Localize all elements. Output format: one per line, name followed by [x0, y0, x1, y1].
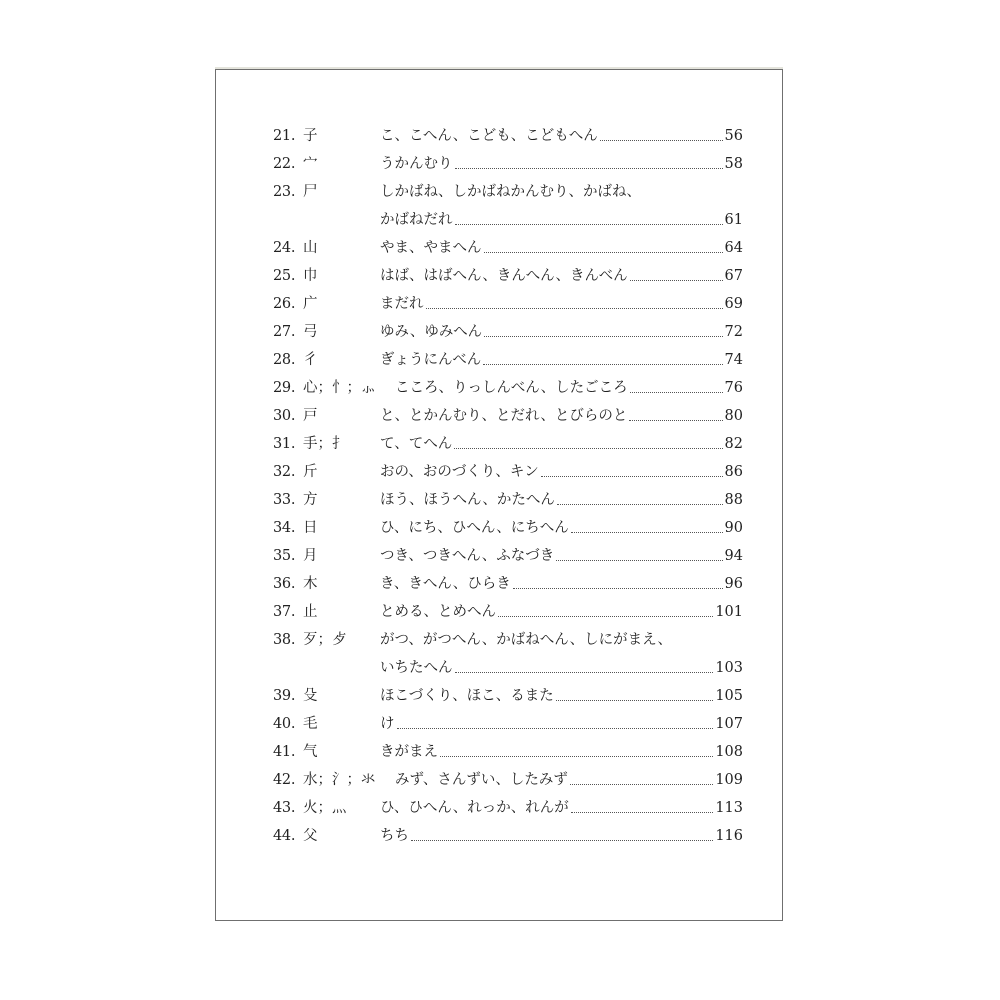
entry-page-number: 90 — [724, 520, 743, 536]
dot-leader — [629, 419, 722, 421]
entry-text — [380, 794, 743, 822]
toc-entry[interactable] — [273, 178, 743, 206]
dot-leader — [498, 615, 713, 617]
toc-entry[interactable] — [273, 318, 743, 346]
dot-leader — [411, 839, 713, 841]
entry-number: 28. — [273, 352, 296, 368]
entry-text — [380, 682, 743, 710]
dot-leader — [571, 811, 714, 813]
entry-title: ひ、ひへん、れっか、れんが — [380, 800, 569, 816]
entry-text — [380, 430, 743, 458]
entry-page-number: 72 — [724, 324, 743, 340]
entry-radical: 彳 — [303, 352, 318, 368]
dot-leader — [484, 335, 722, 337]
entry-text — [380, 486, 743, 514]
entry-radical: 戸 — [303, 408, 318, 424]
entry-radical: 手；扌 — [303, 436, 347, 452]
toc-entry[interactable] — [273, 626, 743, 654]
entry-title: つき、つきへん、ふなづき — [380, 548, 555, 564]
entry-radical: 心；忄；⺗ — [303, 380, 376, 396]
toc-entry[interactable] — [273, 234, 743, 262]
entry-title: ちち — [380, 828, 409, 844]
entry-page-number: 113 — [715, 800, 743, 816]
dot-leader — [541, 475, 723, 477]
entry-number: 40. — [273, 716, 296, 732]
entry-text — [380, 822, 743, 850]
entry-title: ゆみ、ゆみへん — [380, 324, 483, 340]
entry-number: 33. — [273, 492, 296, 508]
entry-number: 38. — [273, 632, 296, 648]
entry-number: 35. — [273, 548, 296, 564]
dot-leader — [630, 279, 723, 281]
entry-title: て、てへん — [380, 436, 453, 452]
entry-title: いちたへん — [380, 660, 453, 676]
toc-entry[interactable] — [273, 682, 743, 710]
entry-number: 34. — [273, 520, 296, 536]
dot-leader — [600, 139, 723, 141]
entry-title: きがまえ — [380, 744, 438, 760]
entry-title: こ、こへん、こども、こどもへん — [380, 128, 598, 144]
entry-text — [380, 598, 743, 626]
document-page — [215, 69, 783, 921]
entry-text — [380, 514, 743, 542]
entry-number: 32. — [273, 464, 296, 480]
entry-page-number: 74 — [724, 352, 743, 368]
entry-radical: 方 — [303, 492, 318, 508]
dot-leader — [455, 167, 723, 169]
entry-text — [380, 234, 743, 262]
entry-page-number: 103 — [715, 660, 743, 676]
entry-title: ぎょうにんべん — [380, 352, 482, 368]
dot-leader — [483, 363, 722, 365]
entry-title: みず、さんずい、したみず — [395, 772, 568, 788]
entry-radical: 水；氵；氺 — [303, 772, 376, 788]
entry-radical: 歹；歺 — [303, 632, 347, 648]
entry-title: はば、はばへん、きんへん、きんべん — [380, 268, 628, 284]
entry-number: 26. — [273, 296, 296, 312]
entry-text — [380, 542, 743, 570]
entry-title: かばねだれ — [380, 212, 453, 228]
entry-title: ほう、ほうへん、かたへん — [380, 492, 555, 508]
entry-text — [380, 346, 743, 374]
entry-radical: 日 — [303, 520, 318, 536]
entry-text — [380, 626, 743, 654]
entry-number: 39. — [273, 688, 296, 704]
entry-radical: 止 — [303, 604, 318, 620]
toc-entry[interactable] — [273, 206, 743, 234]
dot-leader — [440, 755, 713, 757]
entry-title: き、きへん、ひらき — [380, 576, 511, 592]
entry-page-number: 86 — [724, 464, 743, 480]
entry-page-number: 56 — [724, 128, 743, 144]
entry-number: 22. — [273, 156, 296, 172]
entry-radical: 尸 — [303, 184, 318, 200]
toc-entry[interactable] — [273, 374, 743, 402]
dot-leader — [570, 783, 713, 785]
entry-title: がつ、がつへん、かばねへん、しにがまえ、 — [380, 632, 673, 648]
entry-page-number: 105 — [715, 688, 743, 704]
entry-title: ほこづくり、ほこ、るまた — [380, 688, 554, 704]
toc-entry[interactable] — [273, 346, 743, 374]
entry-text — [380, 710, 743, 738]
toc-entry[interactable] — [273, 738, 743, 766]
entry-number: 42. — [273, 772, 296, 788]
entry-text — [380, 570, 743, 598]
entry-title: おの、おのづくり、キン — [380, 464, 539, 480]
dot-leader — [556, 559, 722, 561]
entry-radical: 毛 — [303, 716, 318, 732]
toc-entry[interactable] — [273, 290, 743, 318]
dot-leader — [454, 447, 722, 449]
entry-number: 37. — [273, 604, 296, 620]
table-of-contents — [273, 122, 743, 850]
entry-text — [380, 150, 743, 178]
entry-page-number: 67 — [724, 268, 743, 284]
entry-page-number: 76 — [724, 380, 743, 396]
entry-page-number: 88 — [724, 492, 743, 508]
toc-entry[interactable] — [273, 262, 743, 290]
dot-leader — [397, 727, 714, 729]
entry-number: 27. — [273, 324, 296, 340]
entry-title: ひ、にち、ひへん、にちへん — [380, 520, 569, 536]
toc-entry[interactable] — [273, 122, 743, 150]
entry-text — [380, 290, 743, 318]
entry-page-number: 108 — [715, 744, 743, 760]
entry-radical: 木 — [303, 576, 318, 592]
entry-radical: 山 — [303, 240, 318, 256]
entry-radical: 子 — [303, 128, 318, 144]
dot-leader — [455, 671, 714, 673]
entry-page-number: 107 — [715, 716, 743, 732]
entry-text — [380, 206, 743, 234]
toc-entry[interactable] — [273, 822, 743, 850]
entry-number: 29. — [273, 380, 296, 396]
entry-text — [380, 318, 743, 346]
entry-page-number: 80 — [724, 408, 743, 424]
entry-page-number: 82 — [724, 436, 743, 452]
dot-leader — [484, 251, 723, 253]
dot-leader — [571, 531, 723, 533]
entry-title: とめる、とめへん — [380, 604, 496, 620]
entry-page-number: 96 — [724, 576, 743, 592]
entry-page-number: 64 — [724, 240, 743, 256]
entry-text — [395, 766, 743, 794]
entry-page-number: 101 — [715, 604, 743, 620]
toc-entry[interactable] — [273, 570, 743, 598]
entry-number: 21. — [273, 128, 296, 144]
entry-radical: 斤 — [303, 464, 318, 480]
dot-leader — [630, 391, 723, 393]
entry-number: 24. — [273, 240, 296, 256]
entry-number: 30. — [273, 408, 296, 424]
toc-entry[interactable] — [273, 458, 743, 486]
entry-title: け — [380, 716, 395, 732]
toc-entry[interactable] — [273, 766, 743, 794]
entry-radical: 气 — [303, 744, 318, 760]
entry-number: 41. — [273, 744, 296, 760]
dot-leader — [557, 503, 723, 505]
entry-text — [380, 738, 743, 766]
dot-leader — [455, 223, 723, 225]
toc-entry[interactable] — [273, 794, 743, 822]
entry-text — [380, 654, 743, 682]
entry-page-number: 109 — [715, 772, 743, 788]
entry-text — [380, 178, 743, 206]
entry-number: 31. — [273, 436, 296, 452]
toc-entry[interactable] — [273, 542, 743, 570]
entry-number: 23. — [273, 184, 296, 200]
entry-title: こころ、りっしんべん、したごころ — [395, 380, 628, 396]
entry-page-number: 58 — [724, 156, 743, 172]
entry-title: と、とかんむり、とだれ、とびらのと — [380, 408, 628, 424]
dot-leader — [556, 699, 714, 701]
entry-radical: 月 — [303, 548, 318, 564]
toc-entry[interactable] — [273, 430, 743, 458]
entry-radical: 父 — [303, 828, 318, 844]
toc-entry[interactable] — [273, 654, 743, 682]
entry-radical: 广 — [303, 296, 318, 312]
dot-leader — [513, 587, 723, 589]
toc-entry[interactable] — [273, 150, 743, 178]
entry-page-number: 94 — [724, 548, 743, 564]
toc-entry[interactable] — [273, 514, 743, 542]
entry-title: しかばね、しかばねかんむり、かばね、 — [380, 184, 641, 200]
entry-text — [380, 458, 743, 486]
entry-text — [380, 122, 743, 150]
entry-number: 36. — [273, 576, 296, 592]
dot-leader — [426, 307, 723, 309]
toc-entry[interactable] — [273, 486, 743, 514]
entry-radical: 火；灬 — [303, 800, 347, 816]
entry-page-number: 61 — [724, 212, 743, 228]
entry-radical: 殳 — [303, 688, 318, 704]
entry-radical: 弓 — [303, 324, 318, 340]
entry-radical: 宀 — [303, 156, 318, 172]
entry-title: やま、やまへん — [380, 240, 482, 256]
entry-number: 43. — [273, 800, 296, 816]
entry-text — [380, 262, 743, 290]
entry-title: うかんむり — [380, 156, 453, 172]
entry-text — [380, 402, 743, 430]
toc-entry[interactable] — [273, 402, 743, 430]
entry-number: 44. — [273, 828, 296, 844]
entry-text — [395, 374, 743, 402]
entry-number: 25. — [273, 268, 296, 284]
entry-page-number: 69 — [724, 296, 743, 312]
toc-entry[interactable] — [273, 710, 743, 738]
entry-title: まだれ — [380, 296, 424, 312]
entry-radical: 巾 — [303, 268, 318, 284]
entry-page-number: 116 — [715, 828, 743, 844]
toc-entry[interactable] — [273, 598, 743, 626]
